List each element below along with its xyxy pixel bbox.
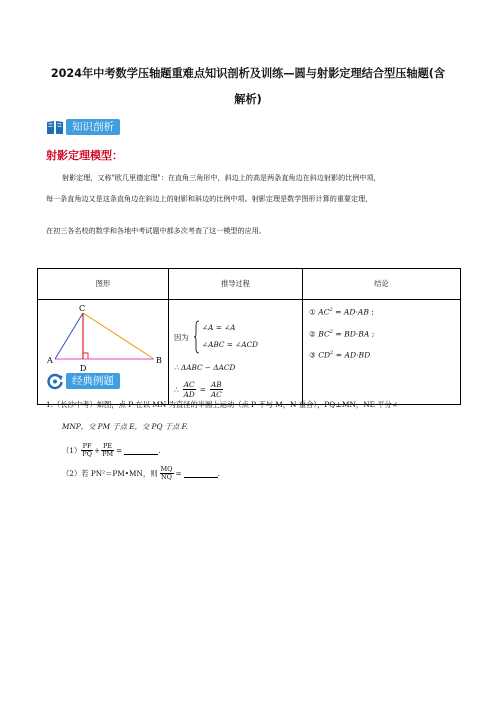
intro-line-1: 射影定理，又称"欧几里德定理"：在直角三角形中，斜边上的高是两条直角边在斜边射影的比例中项， [62, 173, 381, 182]
sub2-frac: $\frac{MQ}{NQ}$ [160, 465, 173, 481]
ratio-frac-1-den: AD [183, 390, 195, 399]
question-line-2: MNP，交 PM 于点 E，交 PQ 于点 F. [62, 422, 188, 431]
label-a: A [47, 356, 53, 365]
sub2-answer-blank[interactable] [184, 469, 218, 478]
header-figure: 图形 [38, 269, 169, 300]
question-line-1: 1.（长沙中考）如图，点 P 在以 MN 为直径的半圆上运动（点 P 不与 M，N 重合），PQ⊥MN，NE 平分∠ [46, 400, 398, 409]
label-c: C [79, 304, 86, 313]
system-brace [194, 320, 200, 354]
document-title-line2: 解析) [234, 93, 262, 106]
proof-line-1: ∠A = ∠A [202, 323, 236, 332]
document-title-line1: 2024年中考数学压轴题重难点知识剖析及训练—圆与射影定理结合型压轴题(含 [50, 67, 446, 80]
ratio-frac-2-num: AB [211, 380, 222, 389]
sub1-answer-blank[interactable] [124, 446, 158, 455]
derivation-cell [169, 300, 303, 405]
sub-question-1: （1） $\frac{PF}{PQ}$ + $\frac{PE}{PM}$ = . [62, 442, 161, 458]
sub1-frac-2: $\frac{PE}{PM}$ [102, 442, 114, 458]
header-derivation: 推导过程 [169, 269, 303, 300]
examples-banner [46, 372, 120, 390]
conclusion-2: ② $BC^2 = BD\cdot BA$ ; [309, 329, 375, 339]
ratio-frac-1-num: AC [183, 380, 195, 389]
ratio-frac-1 [183, 380, 196, 399]
knowledge-banner [46, 118, 120, 136]
conclusion-3: ③ $CD^2 = AD\cdot BD$ [309, 350, 371, 360]
intro-line-3: 在初三各名校的数学和各地中考试题中都多次考查了这一模型的应用。 [46, 226, 266, 235]
knowledge-banner-label: 知识剖析 [66, 119, 120, 135]
sub-question-2: （2）若 PN²＝PM•MN，则 $\frac{MQ}{NQ}$ = . [62, 465, 220, 481]
conclusion-cell [303, 300, 461, 405]
proof-therefore: ∴ [174, 385, 179, 394]
refresh-icon [46, 372, 64, 390]
proof-because: 因为 [174, 333, 189, 342]
conclusion-1: ① $AC^2 = AD\cdot AB$ ; [309, 307, 374, 317]
header-conclusion: 结论 [303, 269, 461, 300]
book-icon [46, 118, 64, 136]
ratio-frac-2-den: AC [210, 390, 222, 399]
label-d: D [80, 364, 87, 373]
ratio-frac-2 [210, 380, 223, 399]
section-title: 射影定理模型： [46, 149, 123, 162]
proof-similar: ∴ ΔABC ∽ ΔACD [174, 363, 236, 372]
proof-line-2: ∠ABC = ∠ACD [202, 340, 259, 349]
label-b: B [156, 356, 162, 365]
intro-line-2: 每一条直角边又是这条直角边在斜边上的射影和斜边的比例中项。射影定理是数学图形计算的重要定理， [46, 194, 373, 203]
sub1-frac-1: $\frac{PF}{PQ}$ [82, 442, 92, 458]
ratio-eq: = [199, 385, 206, 394]
examples-banner-label: 经典例题 [66, 373, 120, 389]
proof-ratio [174, 380, 223, 399]
